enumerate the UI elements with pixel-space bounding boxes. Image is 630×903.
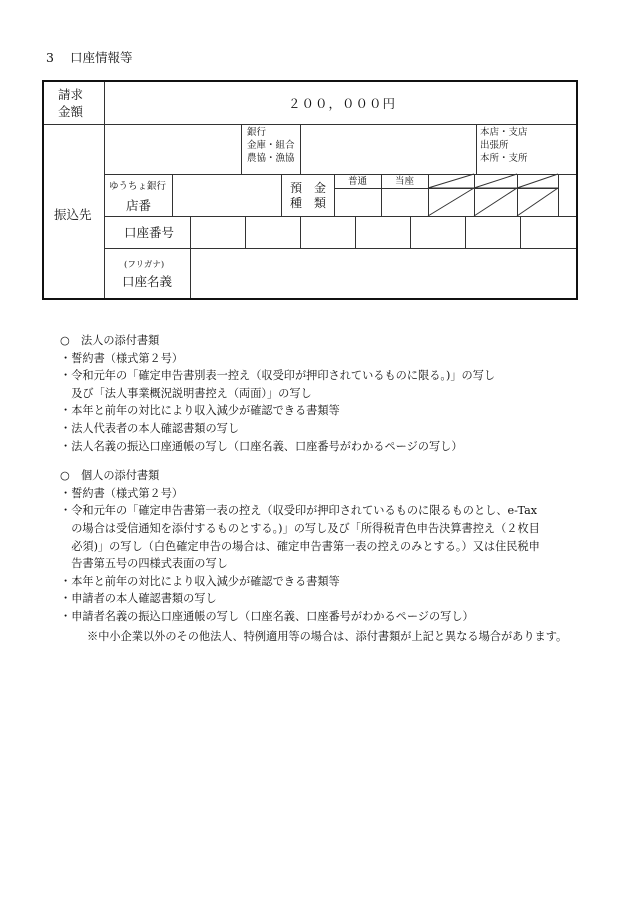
request-amount-label-1: 請求: [58, 87, 84, 102]
list-item: 告書第五号の四様式表面の写し: [60, 557, 228, 571]
digit-divider: [465, 216, 466, 248]
account-number-label: 口座番号: [124, 225, 175, 240]
col-divider: [300, 124, 301, 174]
store-no-label: 店番: [126, 198, 152, 213]
account-name-label: 口座名義: [122, 274, 173, 289]
col-divider: [476, 124, 477, 174]
col-divider: [190, 248, 191, 298]
col-divider: [241, 124, 242, 174]
branch-type-sub: 出張所: [480, 140, 509, 151]
yucho-label: ゆうちょ銀行: [109, 181, 167, 192]
col-divider: [334, 174, 335, 216]
request-amount-label-2: 金額: [58, 104, 84, 119]
digit-divider: [300, 216, 301, 248]
account-info-table: [42, 80, 578, 300]
branch-type-main: 本店・支店: [480, 127, 528, 138]
col-divider: [381, 174, 382, 216]
section-title-text: 口座情報等: [70, 50, 133, 65]
deposit-type-label-2: 種 類: [290, 196, 327, 210]
furigana-label: (フリガナ): [124, 260, 165, 270]
list-item: ・誓約書（様式第２号）: [60, 351, 184, 365]
transfer-label: 振込先: [54, 207, 92, 222]
col-divider: [281, 174, 282, 216]
list-item: ・令和元年の「確定申告書別表一控え（収受印が押印されているものに限る。)」の写し: [60, 369, 496, 383]
list-item: ・法人名義の振込口座通帳の写し（口座名義、口座番号がわかるページの写し）: [60, 439, 463, 453]
deposit-type-label-1: 預 金: [290, 181, 327, 195]
digit-divider: [520, 216, 521, 248]
list-item: 及び「法人事業概況説明書控え（両面）」の写し: [60, 386, 312, 400]
corporate-heading: ○ 法人の添付書類: [60, 334, 160, 347]
footnote: ※中小企業以外のその他法人、特例適用等の場合は、添付書類が上記と異なる場合があります。: [87, 630, 568, 643]
section-title: [46, 48, 133, 66]
list-item: ・法人代表者の本人確認書類の写し: [60, 421, 240, 435]
list-item: の場合は受信通知を添付するものとする。)」の写し及び「所得税青色申告決算書控え（２枚目: [60, 521, 540, 535]
list-item: ・令和元年の「確定申告書第一表の控え（収受印が押印されているものに限るものとし、e-Tax: [60, 504, 538, 518]
diagonal-marks: [428, 174, 576, 216]
bank-type-nokyo: 農協・漁協: [247, 153, 295, 164]
branch-type-office: 本所・支所: [480, 153, 528, 164]
list-item: 必須)」の写し（白色確定申告の場合は、確定申告書第一表の控えのみとする。）又は住民税申: [60, 539, 540, 553]
list-item: ・本年と前年の対比により収入減少が確認できる書類等: [60, 404, 340, 418]
row-divider: [44, 124, 576, 125]
list-item: ・誓約書（様式第２号）: [60, 486, 184, 500]
col-divider: [104, 82, 105, 298]
col-divider: [172, 174, 173, 216]
section-number: 3: [46, 50, 54, 65]
row-divider: [104, 216, 576, 217]
digit-divider: [410, 216, 411, 248]
attachment-notes: [60, 332, 540, 626]
deposit-current: 当座: [395, 176, 415, 187]
list-item: ・本年と前年の対比により収入減少が確認できる書類等: [60, 574, 340, 588]
individual-heading: ○ 個人の添付書類: [60, 469, 160, 483]
deposit-ordinary: 普通: [348, 176, 368, 187]
row-divider: [104, 248, 576, 249]
bank-type-bank: 銀行: [247, 127, 267, 138]
digit-divider: [190, 216, 191, 248]
bank-type-kinko: 金庫・組合: [247, 140, 295, 151]
list-item: ・申請者の本人確認書類の写し: [60, 592, 217, 606]
digit-divider: [245, 216, 246, 248]
request-amount-value: ２００，０００円: [288, 96, 397, 111]
digit-divider: [355, 216, 356, 248]
list-item: ・申請者名義の振込口座通帳の写し（口座名義、口座番号がわかるページの写し）: [60, 609, 474, 623]
